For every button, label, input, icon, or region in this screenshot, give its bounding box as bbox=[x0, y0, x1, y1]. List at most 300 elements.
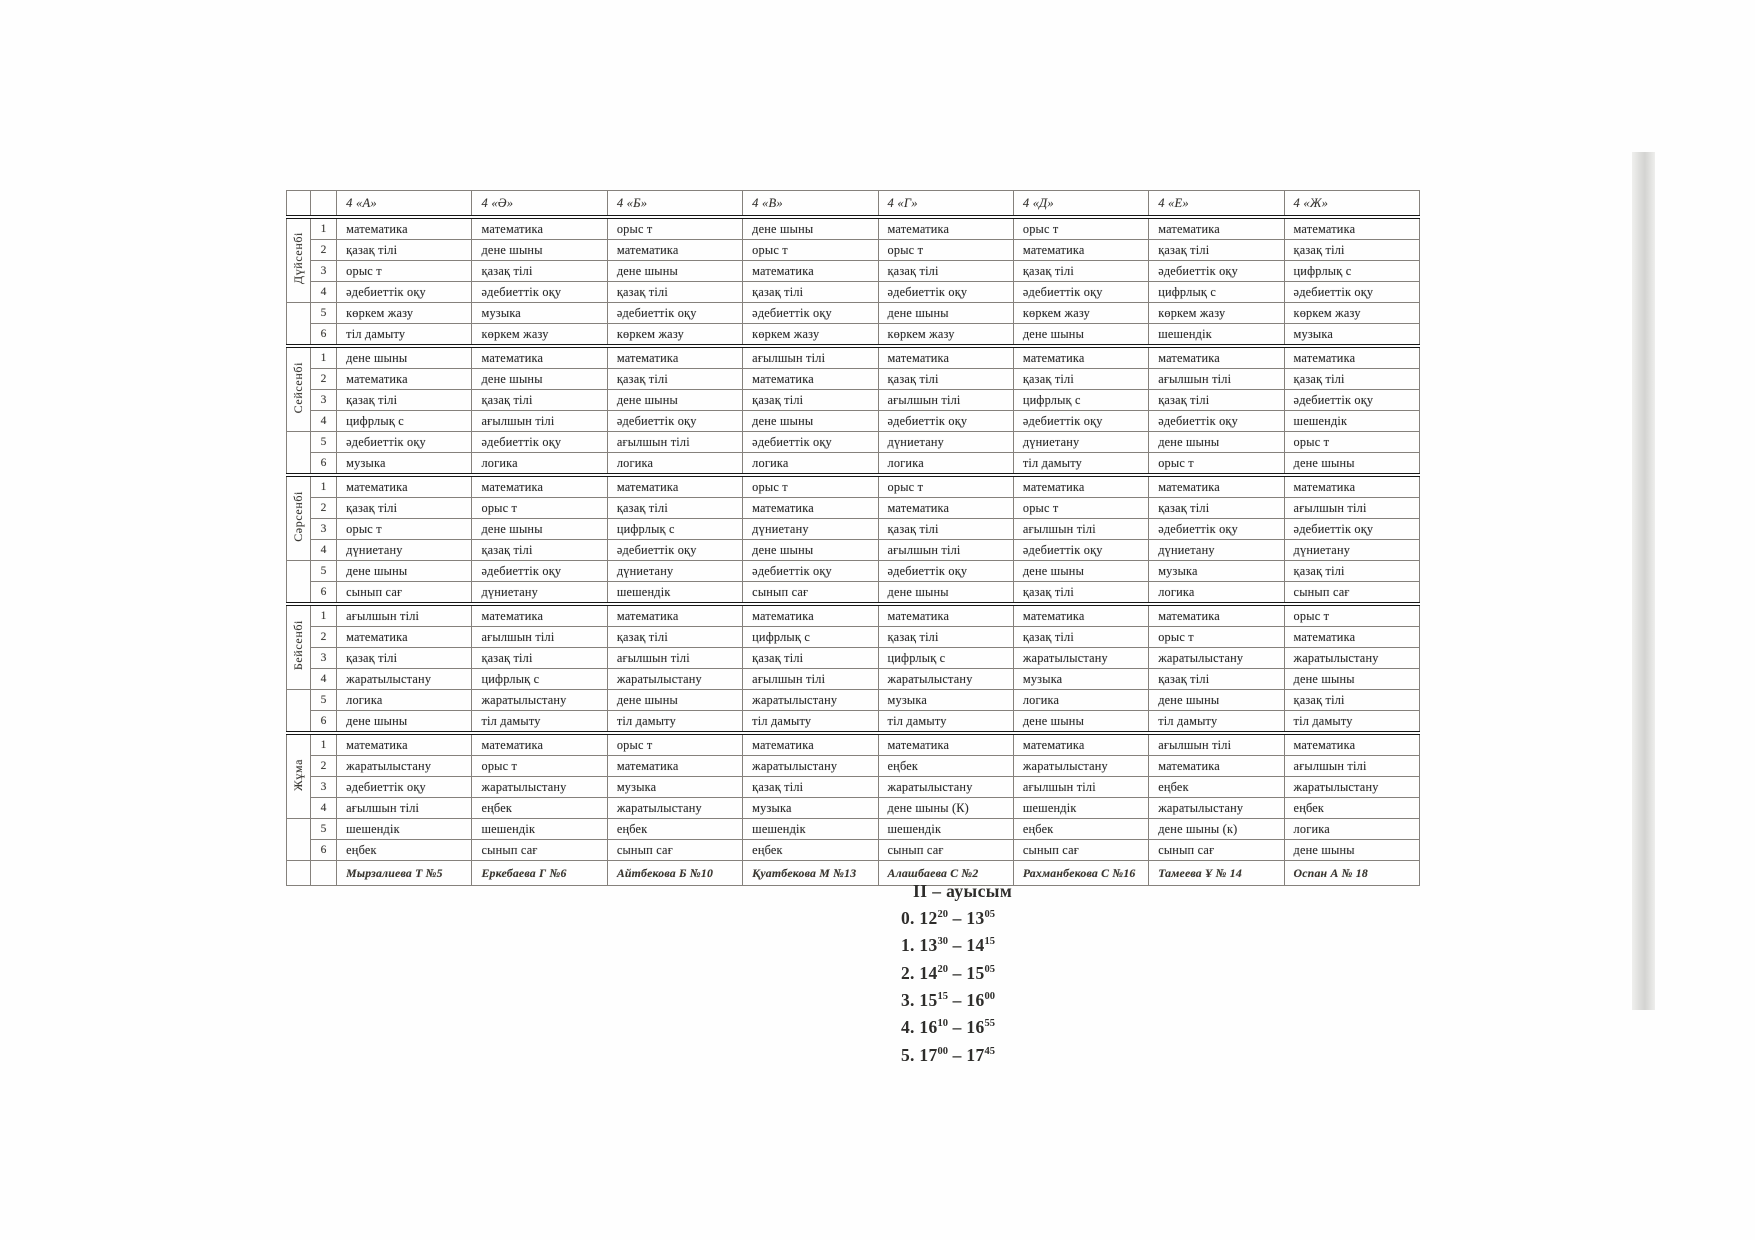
lesson-cell: көркем жазу bbox=[1284, 303, 1419, 324]
lesson-cell: жаратылыстану bbox=[1013, 648, 1148, 669]
lesson-row bbox=[287, 582, 1420, 605]
lesson-cell: математика bbox=[472, 604, 607, 627]
lesson-cell: ағылшын тілі bbox=[878, 390, 1013, 411]
lesson-cell: дүниетану bbox=[607, 561, 742, 582]
lesson-cell: еңбек bbox=[878, 756, 1013, 777]
lesson-cell: қазақ тілі bbox=[743, 390, 878, 411]
lesson-cell: тіл дамыту bbox=[743, 711, 878, 734]
lesson-cell: қазақ тілі bbox=[1013, 261, 1148, 282]
lesson-cell: қазақ тілі bbox=[1284, 240, 1419, 261]
time-superscript: 20 bbox=[937, 909, 948, 920]
day-label-spacer bbox=[287, 303, 311, 347]
lesson-cell: математика bbox=[472, 733, 607, 756]
teacher-cell: Тамеева Ұ № 14 bbox=[1149, 861, 1284, 886]
lesson-cell: математика bbox=[1013, 346, 1148, 369]
lesson-cell: сынып сағ bbox=[1284, 582, 1419, 605]
lesson-cell: жаратылыстану bbox=[607, 798, 742, 819]
lesson-cell: орыс т bbox=[607, 733, 742, 756]
lesson-cell: математика bbox=[743, 369, 878, 390]
lesson-cell: дене шыны bbox=[1013, 711, 1148, 734]
lesson-cell: әдебиеттік оқу bbox=[337, 282, 472, 303]
lesson-cell: көркем жазу bbox=[1149, 303, 1284, 324]
lesson-cell: әдебиеттік оқу bbox=[337, 432, 472, 453]
lesson-cell: цифрлық с bbox=[1013, 390, 1148, 411]
lesson-cell: математика bbox=[607, 604, 742, 627]
lesson-cell: дүниетану bbox=[472, 582, 607, 605]
lesson-cell: логика bbox=[1284, 819, 1419, 840]
lesson-cell: цифрлық с bbox=[472, 669, 607, 690]
lesson-cell: ағылшын тілі bbox=[337, 604, 472, 627]
lesson-cell: әдебиеттік оқу bbox=[607, 411, 742, 432]
lesson-cell: еңбек bbox=[607, 819, 742, 840]
lesson-cell: қазақ тілі bbox=[1284, 369, 1419, 390]
lesson-cell: жаратылыстану bbox=[1013, 756, 1148, 777]
lesson-cell: математика bbox=[1013, 604, 1148, 627]
lesson-cell: дене шыны bbox=[878, 582, 1013, 605]
lesson-cell: ағылшын тілі bbox=[472, 627, 607, 648]
lesson-cell: орыс т bbox=[878, 475, 1013, 498]
shift-time: 3. $15^{15} - 16^{00}$ bbox=[901, 989, 995, 1010]
lesson-number: 2 bbox=[311, 240, 337, 261]
lesson-cell: математика bbox=[607, 756, 742, 777]
lesson-cell: қазақ тілі bbox=[607, 627, 742, 648]
lesson-cell: орыс т bbox=[1013, 217, 1148, 240]
lesson-cell: дене шыны bbox=[607, 390, 742, 411]
lesson-cell: қазақ тілі bbox=[607, 282, 742, 303]
lesson-cell: математика bbox=[1284, 217, 1419, 240]
lesson-cell: дүниетану bbox=[878, 432, 1013, 453]
lesson-cell: сынып сағ bbox=[878, 840, 1013, 861]
lesson-cell: жаратылыстану bbox=[878, 669, 1013, 690]
lesson-cell: жаратылыстану bbox=[337, 669, 472, 690]
lesson-cell: қазақ тілі bbox=[1284, 561, 1419, 582]
lesson-cell: шешендік bbox=[607, 582, 742, 605]
lesson-cell: дене шыны bbox=[1149, 690, 1284, 711]
lesson-row bbox=[287, 648, 1420, 669]
lesson-cell: математика bbox=[1149, 346, 1284, 369]
day-column-header bbox=[287, 191, 311, 218]
lesson-cell: цифрлық с bbox=[607, 519, 742, 540]
lesson-number: 4 bbox=[311, 669, 337, 690]
lesson-cell: математика bbox=[1013, 475, 1148, 498]
lesson-cell: математика bbox=[337, 369, 472, 390]
lesson-cell: қазақ тілі bbox=[1284, 690, 1419, 711]
class-header: 4 «Е» bbox=[1149, 191, 1284, 218]
teacher-cell: Рахманбекова С №16 bbox=[1013, 861, 1148, 886]
teacher-cell: Қуатбекова М №13 bbox=[743, 861, 878, 886]
lesson-cell: дүниетану bbox=[743, 519, 878, 540]
day-label-text: Сәрсенбі bbox=[291, 491, 306, 542]
day-label bbox=[287, 217, 311, 303]
lesson-cell: әдебиеттік оқу bbox=[607, 540, 742, 561]
day-label-spacer bbox=[287, 861, 311, 886]
lesson-cell: орыс т bbox=[607, 217, 742, 240]
lesson-cell: шешендік bbox=[743, 819, 878, 840]
lesson-cell: орыс т bbox=[743, 240, 878, 261]
lesson-row bbox=[287, 711, 1420, 734]
lesson-cell: әдебиеттік оқу bbox=[878, 561, 1013, 582]
lesson-cell: әдебиеттік оқу bbox=[1149, 519, 1284, 540]
lesson-cell: еңбек bbox=[1013, 819, 1148, 840]
lesson-cell: жаратылыстану bbox=[1284, 777, 1419, 798]
lesson-cell: шешендік bbox=[1013, 798, 1148, 819]
lesson-row bbox=[287, 604, 1420, 627]
lesson-cell: әдебиеттік оқу bbox=[472, 561, 607, 582]
day-label-text: Бейсенбі bbox=[291, 620, 306, 671]
lesson-cell: көркем жазу bbox=[1013, 303, 1148, 324]
lesson-cell: тіл дамыту bbox=[337, 324, 472, 347]
day-label-spacer bbox=[287, 819, 311, 861]
lesson-number: 5 bbox=[311, 303, 337, 324]
lesson-row bbox=[287, 798, 1420, 819]
lesson-cell: математика bbox=[337, 627, 472, 648]
lesson-row bbox=[287, 777, 1420, 798]
shift-times bbox=[901, 903, 1012, 1067]
lesson-number: 5 bbox=[311, 561, 337, 582]
lesson-cell: әдебиеттік оқу bbox=[337, 777, 472, 798]
lesson-cell: орыс т bbox=[472, 756, 607, 777]
lesson-cell: көркем жазу bbox=[472, 324, 607, 347]
lesson-cell: дүниетану bbox=[1149, 540, 1284, 561]
lesson-cell: қазақ тілі bbox=[878, 261, 1013, 282]
lesson-cell: дене шыны bbox=[1013, 324, 1148, 347]
teacher-row bbox=[287, 861, 1420, 886]
lesson-cell: ағылшын тілі bbox=[743, 346, 878, 369]
class-header: 4 «Г» bbox=[878, 191, 1013, 218]
lesson-cell: дүниетану bbox=[1013, 432, 1148, 453]
lesson-cell: цифрлық с bbox=[1149, 282, 1284, 303]
lesson-cell: математика bbox=[1013, 240, 1148, 261]
lesson-number: 6 bbox=[311, 324, 337, 347]
lesson-cell: математика bbox=[878, 217, 1013, 240]
lesson-number: 6 bbox=[311, 840, 337, 861]
lesson-cell: қазақ тілі bbox=[607, 369, 742, 390]
lesson-number: 6 bbox=[311, 582, 337, 605]
lesson-cell: еңбек bbox=[1149, 777, 1284, 798]
class-header: 4 «Ә» bbox=[472, 191, 607, 218]
lesson-cell: математика bbox=[607, 240, 742, 261]
header-row bbox=[287, 191, 1420, 218]
number-column-header bbox=[311, 191, 337, 218]
lesson-cell: қазақ тілі bbox=[1149, 498, 1284, 519]
lesson-number: 4 bbox=[311, 282, 337, 303]
lesson-cell: ағылшын тілі bbox=[1284, 498, 1419, 519]
lesson-cell: жаратылыстану bbox=[472, 690, 607, 711]
lesson-cell: әдебиеттік оқу bbox=[1284, 519, 1419, 540]
lesson-cell: қазақ тілі bbox=[472, 261, 607, 282]
lesson-cell: математика bbox=[878, 498, 1013, 519]
lesson-cell: орыс т bbox=[743, 475, 878, 498]
lesson-cell: логика bbox=[743, 453, 878, 476]
lesson-cell: еңбек bbox=[337, 840, 472, 861]
lesson-number: 5 bbox=[311, 690, 337, 711]
lesson-cell: қазақ тілі bbox=[1149, 669, 1284, 690]
lesson-cell: логика bbox=[337, 690, 472, 711]
lesson-cell: математика bbox=[743, 604, 878, 627]
time-superscript: 15 bbox=[984, 936, 995, 948]
scan-page-edge-shadow bbox=[1632, 152, 1655, 1010]
lesson-cell: шешендік bbox=[878, 819, 1013, 840]
lesson-cell: ағылшын тілі bbox=[878, 540, 1013, 561]
lesson-cell: қазақ тілі bbox=[743, 648, 878, 669]
lesson-cell: дене шыны bbox=[1284, 669, 1419, 690]
lesson-cell: қазақ тілі bbox=[1149, 240, 1284, 261]
lesson-cell: логика bbox=[878, 453, 1013, 476]
lesson-cell: математика bbox=[1013, 733, 1148, 756]
lesson-cell: цифрлық с bbox=[1284, 261, 1419, 282]
lesson-cell: әдебиеттік оқу bbox=[743, 303, 878, 324]
lesson-number: 1 bbox=[311, 346, 337, 369]
lesson-cell: ағылшын тілі bbox=[1149, 733, 1284, 756]
lesson-cell: логика bbox=[1149, 582, 1284, 605]
time-superscript: 05 bbox=[984, 963, 995, 975]
lesson-cell: қазақ тілі bbox=[878, 519, 1013, 540]
lesson-row bbox=[287, 540, 1420, 561]
time-superscript: 05 bbox=[984, 909, 995, 920]
lesson-cell: әдебиеттік оқу bbox=[1013, 540, 1148, 561]
lesson-cell: ағылшын тілі bbox=[1149, 369, 1284, 390]
lesson-row bbox=[287, 819, 1420, 840]
shift-schedule bbox=[901, 881, 1012, 1067]
lesson-cell: логика bbox=[607, 453, 742, 476]
lesson-cell: орыс т bbox=[337, 519, 472, 540]
lesson-cell: дене шыны (к) bbox=[1149, 819, 1284, 840]
lesson-cell: математика bbox=[1284, 346, 1419, 369]
lesson-row bbox=[287, 261, 1420, 282]
lesson-cell: музыка bbox=[1149, 561, 1284, 582]
teacher-cell: Оспан А № 18 bbox=[1284, 861, 1419, 886]
lesson-cell: шешендік bbox=[1149, 324, 1284, 347]
lesson-cell: музыка bbox=[472, 303, 607, 324]
lesson-number: 6 bbox=[311, 453, 337, 476]
time-superscript: 00 bbox=[937, 1045, 948, 1057]
lesson-cell: қазақ тілі bbox=[337, 390, 472, 411]
lesson-cell: математика bbox=[472, 346, 607, 369]
shift-time: 0. $12^{20} - 13^{05}$ bbox=[901, 907, 995, 928]
lesson-cell: жаратылыстану bbox=[743, 690, 878, 711]
lesson-cell: әдебиеттік оқу bbox=[1013, 282, 1148, 303]
time-superscript: 45 bbox=[984, 1045, 995, 1057]
lesson-cell: сынып сағ bbox=[472, 840, 607, 861]
lesson-cell: қазақ тілі bbox=[472, 390, 607, 411]
lesson-row bbox=[287, 627, 1420, 648]
lesson-cell: әдебиеттік оқу bbox=[472, 432, 607, 453]
lesson-cell: дүниетану bbox=[337, 540, 472, 561]
lesson-row bbox=[287, 411, 1420, 432]
lesson-cell: көркем жазу bbox=[337, 303, 472, 324]
lesson-number-empty bbox=[311, 861, 337, 886]
lesson-cell: дене шыны bbox=[607, 690, 742, 711]
lesson-number: 2 bbox=[311, 627, 337, 648]
lesson-cell: тіл дамыту bbox=[1284, 711, 1419, 734]
lesson-cell: орыс т bbox=[1284, 432, 1419, 453]
lesson-cell: әдебиеттік оқу bbox=[1149, 411, 1284, 432]
lesson-cell: музыка bbox=[337, 453, 472, 476]
lesson-cell: математика bbox=[743, 498, 878, 519]
lesson-cell: математика bbox=[472, 475, 607, 498]
lesson-number: 3 bbox=[311, 648, 337, 669]
lesson-number: 5 bbox=[311, 432, 337, 453]
lesson-cell: әдебиеттік оқу bbox=[1149, 261, 1284, 282]
time-superscript: 20 bbox=[937, 963, 948, 975]
lesson-row bbox=[287, 324, 1420, 347]
lesson-cell: дене шыны bbox=[472, 240, 607, 261]
timetable bbox=[286, 190, 1420, 886]
lesson-cell: тіл дамыту bbox=[1013, 453, 1148, 476]
lesson-cell: жаратылыстану bbox=[472, 777, 607, 798]
lesson-cell: дене шыны bbox=[337, 561, 472, 582]
lesson-cell: сынып сағ bbox=[337, 582, 472, 605]
lesson-number: 4 bbox=[311, 411, 337, 432]
lesson-cell: дене шыны bbox=[743, 217, 878, 240]
lesson-cell: дене шыны bbox=[1149, 432, 1284, 453]
class-header: 4 «В» bbox=[743, 191, 878, 218]
teacher-cell: Алашбаева С №2 bbox=[878, 861, 1013, 886]
lesson-cell: цифрлық с bbox=[743, 627, 878, 648]
lesson-cell: сынып сағ bbox=[743, 582, 878, 605]
lesson-cell: қазақ тілі bbox=[1149, 390, 1284, 411]
teacher-cell: Айтбекова Б №10 bbox=[607, 861, 742, 886]
lesson-cell: қазақ тілі bbox=[743, 282, 878, 303]
lesson-cell: ағылшын тілі bbox=[472, 411, 607, 432]
day-label-text: Сейсенбі bbox=[291, 361, 306, 414]
lesson-cell: дене шыны bbox=[743, 411, 878, 432]
day-label-spacer bbox=[287, 561, 311, 605]
lesson-cell: шешендік bbox=[1284, 411, 1419, 432]
lesson-cell: математика bbox=[878, 604, 1013, 627]
lesson-cell: әдебиеттік оқу bbox=[878, 411, 1013, 432]
lesson-cell: математика bbox=[607, 475, 742, 498]
lesson-cell: қазақ тілі bbox=[607, 498, 742, 519]
lesson-number: 6 bbox=[311, 711, 337, 734]
lesson-row bbox=[287, 669, 1420, 690]
teacher-cell: Еркебаева Г №6 bbox=[472, 861, 607, 886]
lesson-row bbox=[287, 346, 1420, 369]
lesson-cell: тіл дамыту bbox=[607, 711, 742, 734]
lesson-cell: қазақ тілі bbox=[878, 627, 1013, 648]
lesson-cell: дене шыны bbox=[743, 540, 878, 561]
lesson-cell: әдебиеттік оқу bbox=[1284, 390, 1419, 411]
lesson-cell: орыс т bbox=[1149, 453, 1284, 476]
lesson-cell: сынып сағ bbox=[607, 840, 742, 861]
lesson-cell: математика bbox=[1284, 733, 1419, 756]
lesson-cell: қазақ тілі bbox=[1013, 627, 1148, 648]
class-header: 4 «Д» bbox=[1013, 191, 1148, 218]
lesson-number: 2 bbox=[311, 369, 337, 390]
time-superscript: 00 bbox=[984, 990, 995, 1002]
lesson-row bbox=[287, 369, 1420, 390]
lesson-cell: математика bbox=[1149, 756, 1284, 777]
time-superscript: 55 bbox=[984, 1018, 995, 1030]
lesson-cell: дене шыны bbox=[472, 519, 607, 540]
lesson-cell: ағылшын тілі bbox=[607, 432, 742, 453]
lesson-cell: қазақ тілі bbox=[337, 240, 472, 261]
lesson-cell: сынып сағ bbox=[1149, 840, 1284, 861]
lesson-cell: математика bbox=[337, 733, 472, 756]
time-superscript: 30 bbox=[937, 936, 948, 948]
lesson-row bbox=[287, 217, 1420, 240]
lesson-cell: математика bbox=[1284, 627, 1419, 648]
lesson-cell: әдебиеттік оқу bbox=[1284, 282, 1419, 303]
day-label bbox=[287, 346, 311, 432]
lesson-cell: музыка bbox=[1284, 324, 1419, 347]
day-label bbox=[287, 475, 311, 561]
class-header: 4 «Ж» bbox=[1284, 191, 1419, 218]
lesson-cell: тіл дамыту bbox=[878, 711, 1013, 734]
lesson-row bbox=[287, 432, 1420, 453]
lesson-cell: ағылшын тілі bbox=[1013, 519, 1148, 540]
lesson-row bbox=[287, 756, 1420, 777]
lesson-cell: жаратылыстану bbox=[1149, 648, 1284, 669]
lesson-cell: математика bbox=[337, 475, 472, 498]
day-label-text: Дүйсенбі bbox=[291, 232, 306, 285]
lesson-cell: музыка bbox=[878, 690, 1013, 711]
lesson-row bbox=[287, 690, 1420, 711]
lesson-cell: көркем жазу bbox=[743, 324, 878, 347]
lesson-cell: көркем жазу bbox=[607, 324, 742, 347]
lesson-cell: дене шыны bbox=[1284, 840, 1419, 861]
lesson-row bbox=[287, 390, 1420, 411]
lesson-cell: әдебиеттік оқу bbox=[1013, 411, 1148, 432]
time-superscript: 15 bbox=[937, 990, 948, 1002]
lesson-cell: қазақ тілі bbox=[337, 648, 472, 669]
lesson-row bbox=[287, 519, 1420, 540]
lesson-cell: музыка bbox=[743, 798, 878, 819]
lesson-cell: әдебиеттік оқу bbox=[472, 282, 607, 303]
lesson-row bbox=[287, 282, 1420, 303]
lesson-cell: әдебиеттік оқу bbox=[878, 282, 1013, 303]
lesson-cell: математика bbox=[472, 217, 607, 240]
lesson-cell: математика bbox=[1284, 475, 1419, 498]
lesson-cell: қазақ тілі bbox=[472, 540, 607, 561]
lesson-number: 5 bbox=[311, 819, 337, 840]
lesson-cell: қазақ тілі bbox=[878, 369, 1013, 390]
lesson-cell: дене шыны bbox=[1013, 561, 1148, 582]
timetable-wrap bbox=[286, 190, 1420, 886]
lesson-number: 4 bbox=[311, 798, 337, 819]
lesson-cell: математика bbox=[878, 733, 1013, 756]
lesson-cell: ағылшын тілі bbox=[607, 648, 742, 669]
lesson-cell: математика bbox=[743, 261, 878, 282]
teacher-cell: Мырзалиева Т №5 bbox=[337, 861, 472, 886]
lesson-cell: еңбек bbox=[472, 798, 607, 819]
lesson-cell: математика bbox=[607, 346, 742, 369]
lesson-cell: математика bbox=[878, 346, 1013, 369]
lesson-cell: орыс т bbox=[472, 498, 607, 519]
lesson-number: 1 bbox=[311, 733, 337, 756]
lesson-cell: шешендік bbox=[337, 819, 472, 840]
lesson-cell: ағылшын тілі bbox=[1284, 756, 1419, 777]
lesson-number: 1 bbox=[311, 217, 337, 240]
lesson-cell: ағылшын тілі bbox=[337, 798, 472, 819]
lesson-number: 2 bbox=[311, 498, 337, 519]
lesson-cell: орыс т bbox=[1149, 627, 1284, 648]
lesson-number: 3 bbox=[311, 777, 337, 798]
lesson-cell: дүниетану bbox=[1284, 540, 1419, 561]
lesson-cell: әдебиеттік оқу bbox=[743, 561, 878, 582]
lesson-cell: шешендік bbox=[472, 819, 607, 840]
class-header: 4 «А» bbox=[337, 191, 472, 218]
lesson-cell: жаратылыстану bbox=[878, 777, 1013, 798]
lesson-cell: тіл дамыту bbox=[472, 711, 607, 734]
shift-title: ІІ – ауысым bbox=[913, 881, 1013, 901]
lesson-number: 1 bbox=[311, 475, 337, 498]
lesson-cell: ағылшын тілі bbox=[743, 669, 878, 690]
lesson-cell: музыка bbox=[1013, 669, 1148, 690]
class-header: 4 «Б» bbox=[607, 191, 742, 218]
lesson-cell: тіл дамыту bbox=[1149, 711, 1284, 734]
lesson-cell: әдебиеттік оқу bbox=[743, 432, 878, 453]
